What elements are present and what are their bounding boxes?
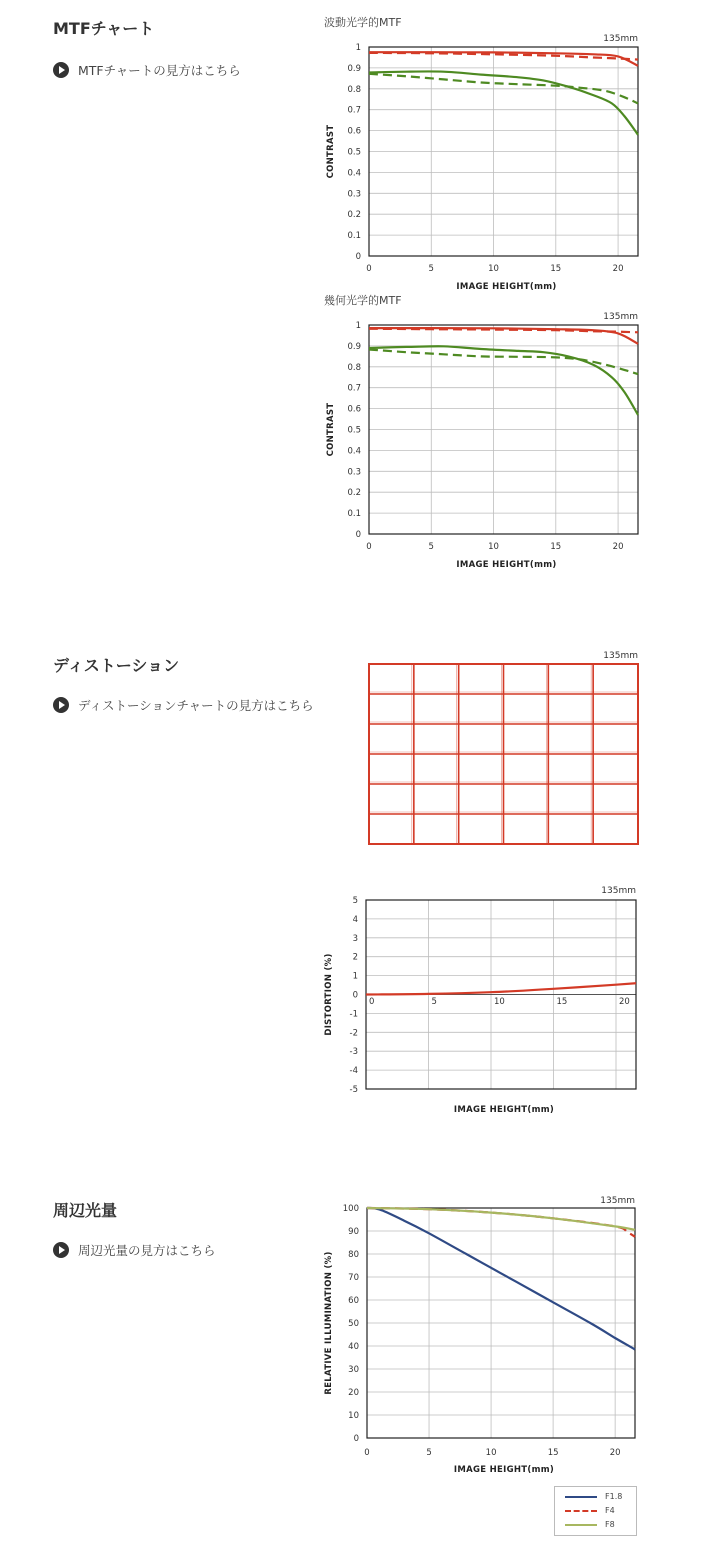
x-tick-label: 10 xyxy=(488,264,499,274)
mtf-howto-label: MTFチャートの見方はこちら xyxy=(78,63,241,78)
vignetting-legend xyxy=(554,1486,637,1536)
y-tick-label: 0.5 xyxy=(347,147,361,158)
series-line-3 xyxy=(369,350,638,375)
y-tick-label: 0.2 xyxy=(347,488,361,499)
y-tick-label: 0.8 xyxy=(347,362,361,373)
y-tick-label: 0.6 xyxy=(347,126,361,137)
chart-title: 幾何光学的MTF xyxy=(324,294,402,307)
y-tick-label: 70 xyxy=(348,1273,359,1283)
series-line-0 xyxy=(366,983,636,994)
y-tick-label: 0 xyxy=(355,252,361,262)
y-axis-label: RELATIVE ILLUMINATION (%) xyxy=(324,1251,334,1395)
y-tick-label: -2 xyxy=(349,1028,358,1039)
y-tick-label: 4 xyxy=(352,914,358,925)
legend-swatch-f8 xyxy=(565,1524,597,1526)
y-tick-label: 1 xyxy=(355,43,361,53)
x-tick-label: 5 xyxy=(428,264,434,274)
x-tick-label: 15 xyxy=(547,1448,559,1458)
y-tick-label: -3 xyxy=(349,1047,358,1058)
x-tick-label: 0 xyxy=(364,1448,370,1458)
y-tick-label: 0 xyxy=(353,1434,359,1444)
y-tick-label: 0 xyxy=(352,990,358,1001)
gridlines xyxy=(367,1208,635,1438)
chart-title: 波動光学的MTF xyxy=(324,16,402,29)
y-tick-label: 5 xyxy=(352,896,358,906)
y-tick-label: 0.8 xyxy=(347,84,361,95)
y-tick-label: 90 xyxy=(348,1227,359,1237)
x-tick-label: 20 xyxy=(612,264,624,274)
y-tick-label: 0.4 xyxy=(347,168,361,179)
legend-swatch-f18 xyxy=(565,1496,597,1498)
series-line-f8 xyxy=(367,1208,635,1230)
focal-length-label: 135mm xyxy=(601,886,636,896)
focal-length-label: 135mm xyxy=(603,651,638,661)
y-tick-label: 0.6 xyxy=(347,404,361,415)
series-line-1 xyxy=(369,329,638,333)
legend-label-f8: F8 xyxy=(605,1520,615,1529)
legend-label-f18: F1.8 xyxy=(605,1492,623,1501)
y-tick-label: 100 xyxy=(342,1204,359,1214)
distortion-grid xyxy=(369,664,638,844)
x-tick-label: 0 xyxy=(366,542,372,552)
x-tick-label: 15 xyxy=(550,264,562,274)
x-tick-label: 10 xyxy=(488,542,499,552)
x-tick-label: 20 xyxy=(609,1448,621,1458)
y-tick-label: 80 xyxy=(348,1250,359,1260)
y-tick-label: 0.4 xyxy=(347,446,361,457)
x-axis-label: IMAGE HEIGHT(mm) xyxy=(456,560,557,570)
series-line-f18 xyxy=(367,1208,635,1350)
y-tick-label: 0.3 xyxy=(347,189,361,200)
legend-item-f18 xyxy=(565,1492,622,1501)
y-tick-label: 0.2 xyxy=(347,210,361,221)
legend-swatch-f4 xyxy=(565,1510,597,1512)
x-tick-label: 15 xyxy=(550,542,562,552)
x-tick-label: 0 xyxy=(366,264,372,274)
x-tick-label: 0 xyxy=(369,997,375,1007)
x-axis-label: IMAGE HEIGHT(mm) xyxy=(453,1105,555,1115)
x-tick-label: 20 xyxy=(612,542,624,552)
y-tick-label: -4 xyxy=(349,1066,358,1077)
legend-label-f4: F4 xyxy=(605,1506,615,1515)
x-tick-label: 10 xyxy=(485,1448,497,1458)
y-tick-label: 60 xyxy=(348,1296,359,1306)
y-tick-label: 0.7 xyxy=(347,105,361,116)
x-tick-label: 20 xyxy=(619,997,630,1007)
section-title-mtf: MTFチャート xyxy=(53,19,155,38)
gridlines xyxy=(369,47,638,256)
y-tick-label: 0.7 xyxy=(347,383,361,394)
section-title-vignetting: 周辺光量 xyxy=(53,1201,118,1220)
y-tick-label: 1 xyxy=(355,321,361,331)
x-tick-label: 10 xyxy=(494,997,505,1007)
focal-length-label: 135mm xyxy=(603,312,638,322)
y-tick-label: 20 xyxy=(348,1388,359,1398)
y-tick-label: 3 xyxy=(352,933,358,944)
section-title-distortion: ディストーション xyxy=(53,656,180,675)
y-tick-label: 0.5 xyxy=(347,425,361,436)
x-axis-label: IMAGE HEIGHT(mm) xyxy=(456,282,557,292)
legend-item-f8 xyxy=(565,1520,615,1529)
y-tick-label: 2 xyxy=(352,952,358,963)
y-tick-label: 0 xyxy=(355,530,361,540)
x-tick-label: 5 xyxy=(431,997,437,1007)
legend-item-f4 xyxy=(565,1506,615,1515)
y-tick-label: 0.9 xyxy=(347,63,361,74)
y-tick-label: -1 xyxy=(349,1009,358,1020)
series-line-2 xyxy=(369,71,638,134)
focal-length-label: 135mm xyxy=(600,1196,635,1206)
focal-length-label: 135mm xyxy=(603,34,638,44)
y-tick-label: 50 xyxy=(348,1319,359,1329)
y-tick-label: 1 xyxy=(352,971,358,982)
y-tick-label: 40 xyxy=(348,1342,359,1352)
y-tick-label: 30 xyxy=(348,1365,359,1375)
y-tick-label: 0.3 xyxy=(347,467,361,478)
vignetting-howto-label: 周辺光量の見方はこちら xyxy=(78,1243,216,1258)
y-tick-label: 0.9 xyxy=(347,341,361,352)
x-tick-label: 15 xyxy=(556,997,568,1007)
y-axis-label: CONTRAST xyxy=(326,402,336,457)
x-tick-label: 5 xyxy=(428,542,434,552)
x-axis-label: IMAGE HEIGHT(mm) xyxy=(453,1465,555,1475)
y-tick-label: 0.1 xyxy=(347,509,361,520)
y-tick-label: 0.1 xyxy=(347,231,361,242)
y-tick-label: -5 xyxy=(349,1085,358,1095)
x-tick-label: 5 xyxy=(426,1448,432,1458)
distortion-howto-label: ディストーションチャートの見方はこちら xyxy=(78,698,314,713)
y-axis-label: CONTRAST xyxy=(326,124,336,179)
y-tick-label: 10 xyxy=(348,1411,359,1421)
y-axis-label: DISTORTION (%) xyxy=(324,953,334,1036)
